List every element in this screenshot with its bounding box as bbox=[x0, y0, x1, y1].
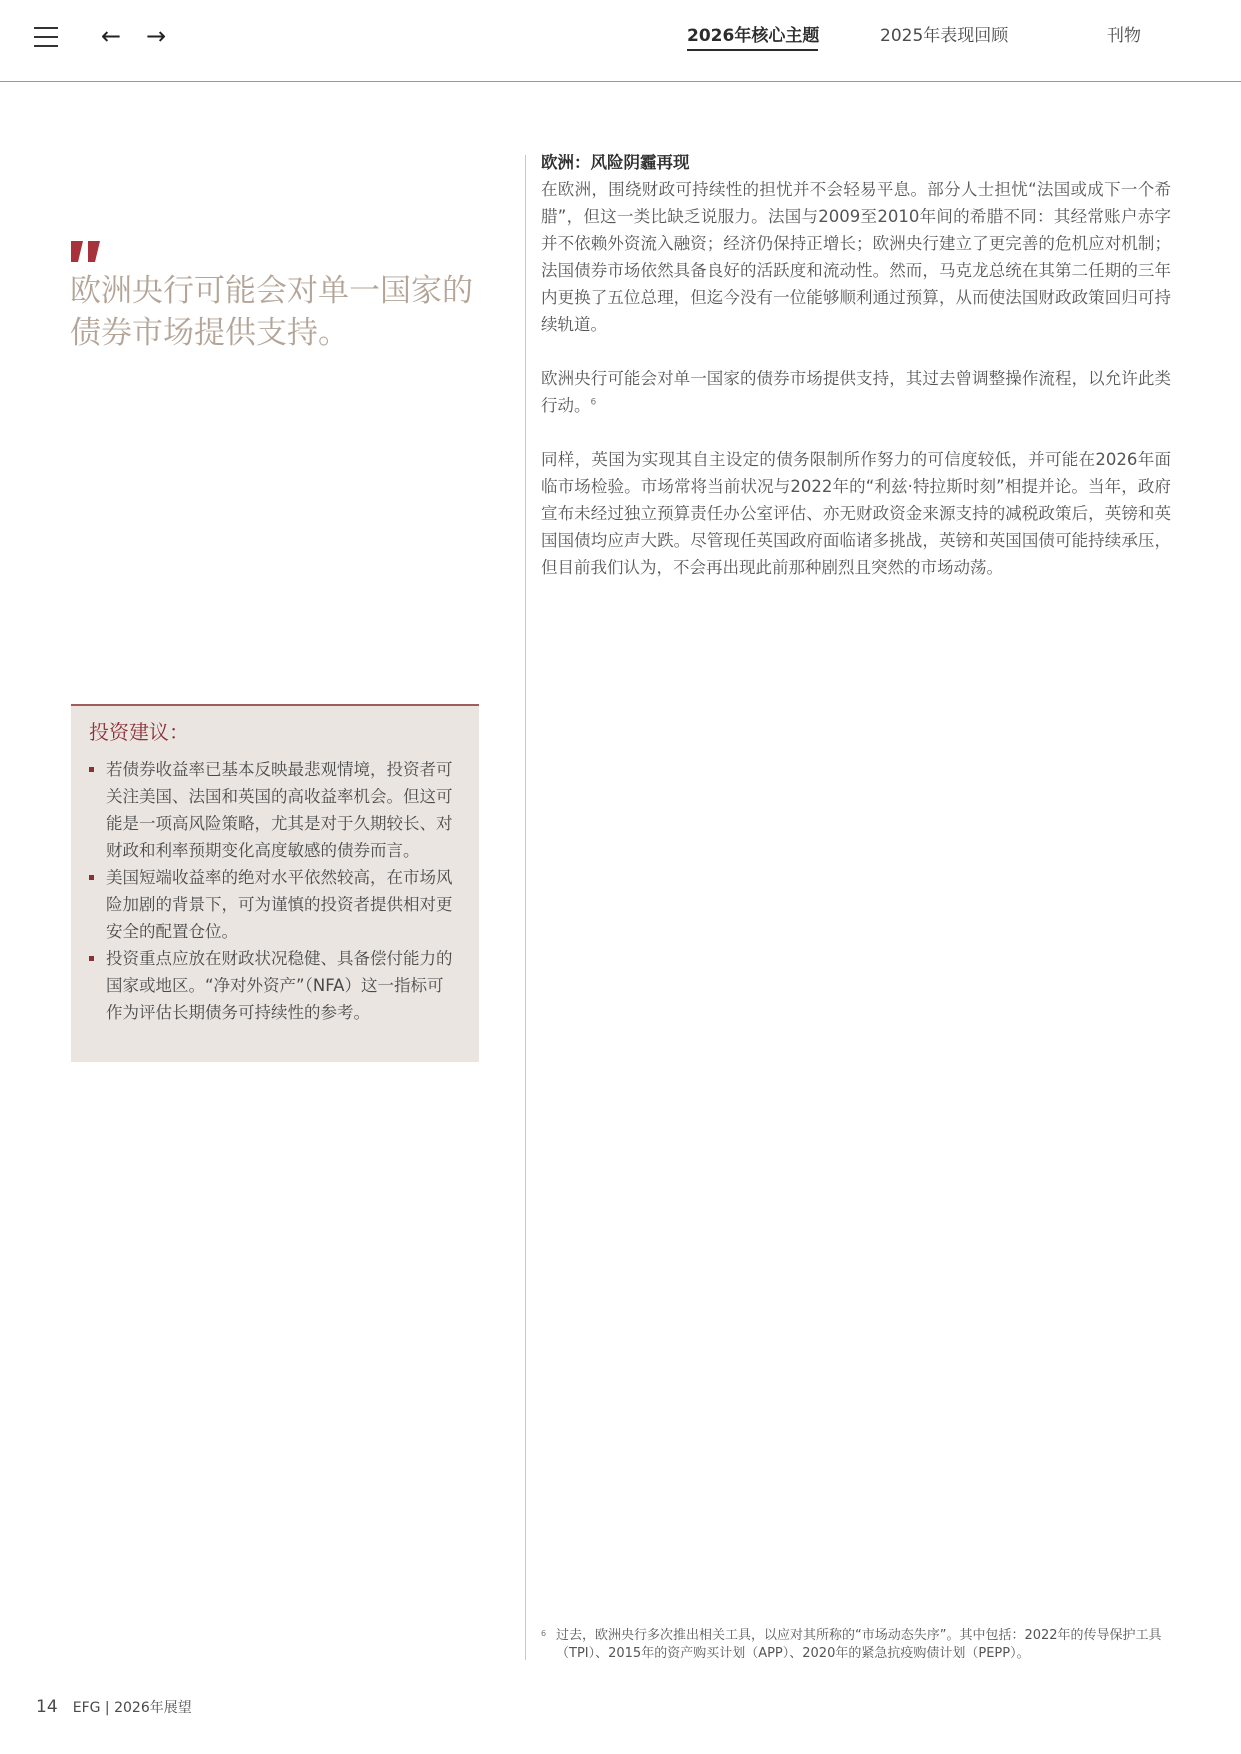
bullet-icon bbox=[89, 875, 94, 880]
footnote-text: 过去，欧洲央行多次推出相关工具，以应对其所称的“市场动态失序”。其中包括：2022年的传导保护工具（TPI）、2015年的资产购买计划（APP）、2020年的紧急抗疫购债计划（PEPP）。 bbox=[556, 1628, 1162, 1661]
menu-line bbox=[34, 45, 58, 47]
footnote bbox=[541, 1627, 1171, 1663]
pull-quote: 欧洲央行可能会对单一国家的债券市场提供支持。 bbox=[70, 273, 473, 351]
recommendation-title: 投资建议： bbox=[89, 720, 189, 744]
bullet-icon bbox=[89, 956, 94, 961]
article-heading: 欧洲：风险阴霾再现 bbox=[541, 153, 690, 172]
article-paragraph bbox=[541, 365, 1171, 419]
recommendation-item-text: 美国短端收益率的绝对水平依然较高，在市场风险加剧的背景下，可为谨慎的投资者提供相对更安全的配置仓位。 bbox=[106, 868, 453, 941]
recommendation-item bbox=[89, 756, 459, 864]
article-paragraph: 同样，英国为实现其自主设定的债务限制所作努力的可信度较低，并可能在2026年面临市场检验。市场常将当前状况与2022年的“利兹·特拉斯时刻”相提并论。当年，政府宣布未经过独立预算责任办公室评估、亦无财政资金来源支持的减税政策后，英镑和英国国债均应声大跌。尽管现任英国政府面临诸多挑战，英镑和英国国债可能持续承压，但目前我们认为，不会再出现此前那种剧烈且突然的市场动荡。 bbox=[541, 450, 1171, 577]
document-label: EFG | 2026年展望 bbox=[72, 1700, 192, 1716]
recommendation-item-text: 若债券收益率已基本反映最悲观情境，投资者可关注美国、法国和英国的高收益率机会。但这可能是一项高风险策略，尤其是对于久期较长、对财政和利率预期变化高度敏感的债券而言。 bbox=[106, 760, 453, 860]
arrow-right-icon[interactable]: → bbox=[146, 22, 167, 50]
quote-icon bbox=[70, 240, 102, 264]
footnote-reference[interactable]: 6 bbox=[590, 397, 597, 408]
active-tab-underline bbox=[687, 49, 818, 51]
tab-2026-core-themes[interactable]: 2026年核心主题 bbox=[687, 26, 820, 46]
recommendation-item-text: 投资重点应放在财政状况稳健、具备偿付能力的国家或地区。“净对外资产”（NFA）这一指标可作为评估长期债务可持续性的参考。 bbox=[106, 949, 453, 1022]
top-navigation-bar bbox=[0, 0, 1241, 82]
article-paragraph: 在欧洲，围绕财政可持续性的担忧并不会轻易平息。部分人士担忧“法国或成下一个希腊”，但这一类比缺乏说服力。法国与2009至2010年间的希腊不同：其经常账户赤字并不依赖外资流入融资；经济仍保持正增长；欧洲央行建立了更完善的危机应对机制；法国债券市场依然具备良好的活跃度和流动性。然而，马克龙总统在其第二任期的三年内更换了五位总理，但迄今没有一位能够顺利通过预算，从而使法国财政政策回归可持续轨道。 bbox=[541, 180, 1171, 334]
bullet-icon bbox=[89, 767, 94, 772]
recommendation-list bbox=[89, 756, 459, 1026]
page-number: 14 bbox=[36, 1697, 58, 1717]
article-body bbox=[541, 150, 1171, 608]
arrow-left-icon[interactable]: ← bbox=[101, 22, 122, 50]
menu-line bbox=[34, 36, 58, 38]
tab-publications[interactable]: 刊物 bbox=[1107, 26, 1141, 46]
recommendation-item bbox=[89, 945, 459, 1026]
article-paragraph-text: 欧洲央行可能会对单一国家的债券市场提供支持，其过去曾调整操作流程，以允许此类行动。 bbox=[541, 369, 1171, 415]
recommendation-item bbox=[89, 864, 459, 945]
tab-2025-review[interactable]: 2025年表现回顾 bbox=[880, 26, 1009, 46]
menu-icon[interactable] bbox=[34, 27, 58, 47]
investment-recommendation-box bbox=[71, 704, 479, 1062]
column-divider bbox=[525, 155, 526, 1660]
footnote-number: 6 bbox=[541, 1629, 547, 1638]
page-footer bbox=[36, 1697, 192, 1717]
menu-line bbox=[34, 27, 58, 29]
